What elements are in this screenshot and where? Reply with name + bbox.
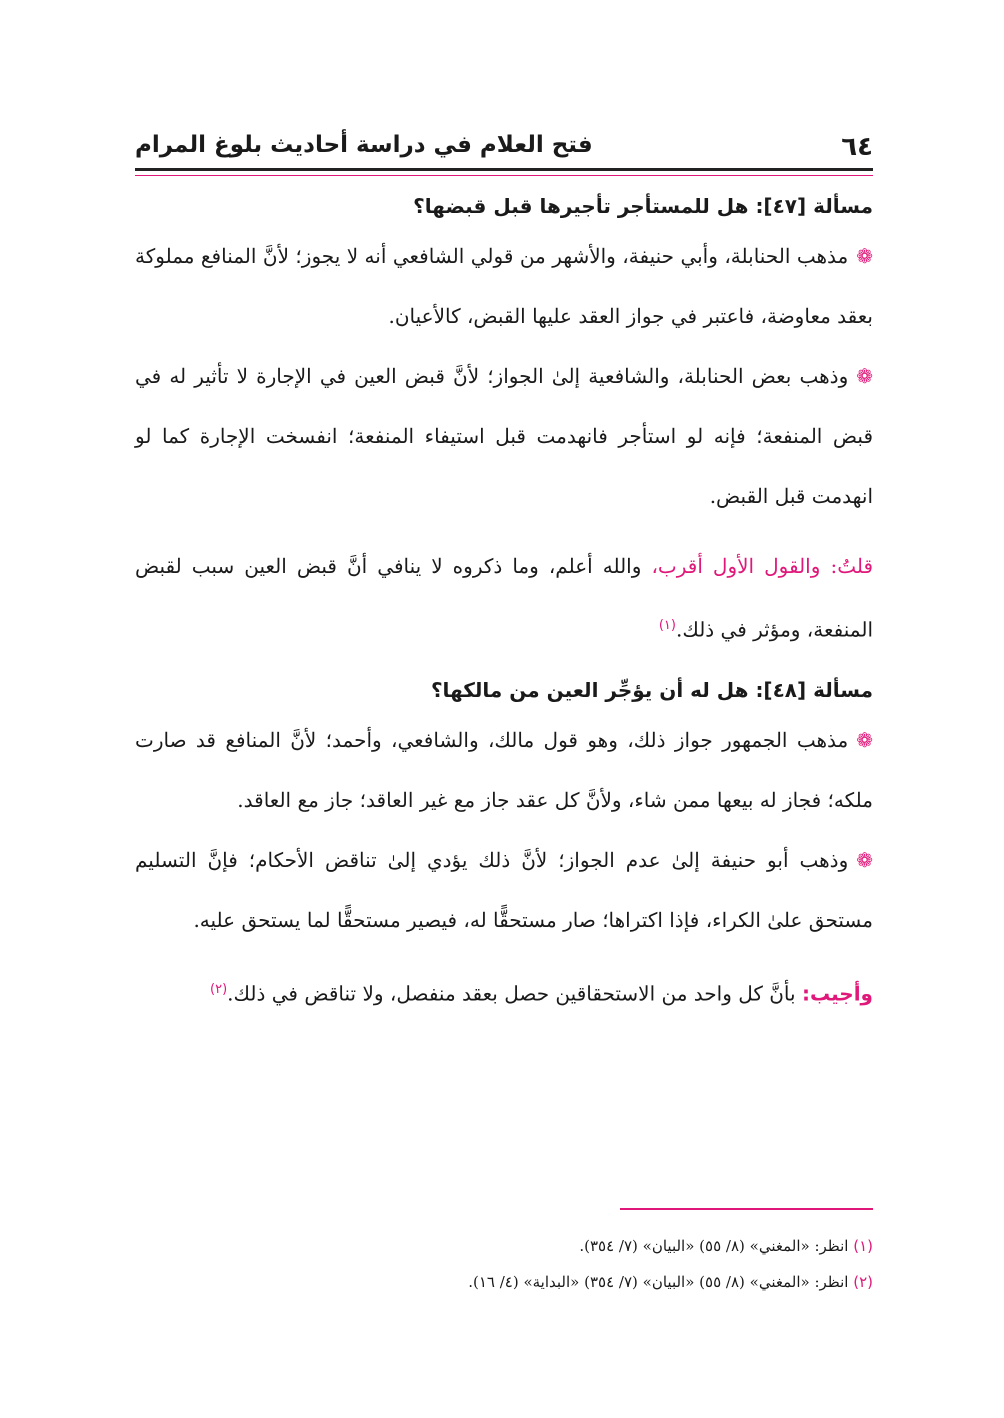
question-text: هل للمستأجر تأجيرها قبل قبضها؟ [413,194,749,218]
response-label: وأجيب: [801,981,873,1006]
footnote-marker[interactable]: (٢) [210,981,228,997]
question-47-heading [135,186,873,226]
paragraph-text: وذهب بعض الحنابلة، والشافعية إلىٰ الجواز؛ لأنَّ قبض العين في الإجارة لا تأثير له في قبض المنفعة؛ فإنه لو استأجر فانهدمت قبل استيفاء المنفعة؛ انفسخت الإجارة كما لو انهدمت قبل القبض. [135,364,873,508]
opinion-text: والله أعلم، وما ذكروه لا ينافي أنَّ قبض العين سبب لقبض المنفعة، ومؤثر في ذلك. [135,554,873,642]
flower-bullet-icon: ❁ [856,727,873,752]
page-body [135,186,873,1023]
question-label: مسألة [813,677,873,702]
footnote-text: انظر: «المغني» (٨/ ٥٥) «البيان» (٧/ ٣٥٤). [579,1237,849,1255]
footnote-item [135,1228,873,1264]
page-number: ٦٤ [841,132,873,162]
response-paragraph [135,960,873,1024]
question-number: [٤٨]: [755,677,807,702]
paragraph-text: وذهب أبو حنيفة إلىٰ عدم الجواز؛ لأنَّ ذلك يؤدي إلىٰ تناقض الأحكام؛ فإنَّ التسليم مستحق علىٰ الكراء، فإذا اكتراها؛ صار مستحقًّا له، فيصير مستحقًّا لما يستحق عليه. [135,847,873,932]
footnote-separator [620,1208,873,1210]
paragraph-text: مذهب الحنابلة، وأبي حنيفة، والأشهر من قولي الشافعي أنه لا يجوز؛ لأنَّ المنافع مملوكة بعقد معاوضة، فاعتبر في جواز العقد عليها القبض، كالأعيان. [135,244,873,328]
footnote-number: (٢) [853,1273,873,1291]
paragraph-text: مذهب الجمهور جواز ذلك، وهو قول مالك، والشافعي، وأحمد؛ لأنَّ المنافع قد صارت ملكه؛ فجاز له بيعها ممن شاء، ولأنَّ كل عقد جاز مع غير العاقد؛ جاز مع العاقد. [135,727,873,812]
header-rule-thin [135,175,873,176]
flower-bullet-icon: ❁ [856,847,873,872]
footnote-marker[interactable]: (١) [658,618,676,633]
paragraph [135,830,873,950]
footnotes [135,1228,873,1300]
book-title: فتح العلام في دراسة أحاديث بلوغ المرام [135,132,593,158]
author-opinion [135,536,873,660]
paragraph [135,346,873,526]
flower-bullet-icon: ❁ [856,244,873,268]
paragraph [135,710,873,830]
flower-bullet-icon: ❁ [856,364,873,388]
question-48-heading [135,670,873,710]
question-text: هل له أن يؤجِّر العين من مالكها؟ [430,677,749,702]
question-label: مسألة [813,194,873,218]
qult-label: قلتُ: [830,554,874,578]
footnote-text: انظر: «المغني» (٨/ ٥٥) «البيان» (٧/ ٣٥٤) «البداية» (٤/ ١٦). [468,1273,849,1291]
paragraph [135,226,873,346]
response-text: بأنَّ كل واحد من الاستحقاقين حصل بعقد منفصل، ولا تناقض في ذلك. [227,981,796,1006]
question-number: [٤٧]: [755,194,807,218]
preferred-opinion: والقول الأول أقرب، [651,554,821,578]
header-rule-thick [135,168,873,171]
footnote-item [135,1264,873,1300]
footnote-number: (١) [853,1237,873,1255]
